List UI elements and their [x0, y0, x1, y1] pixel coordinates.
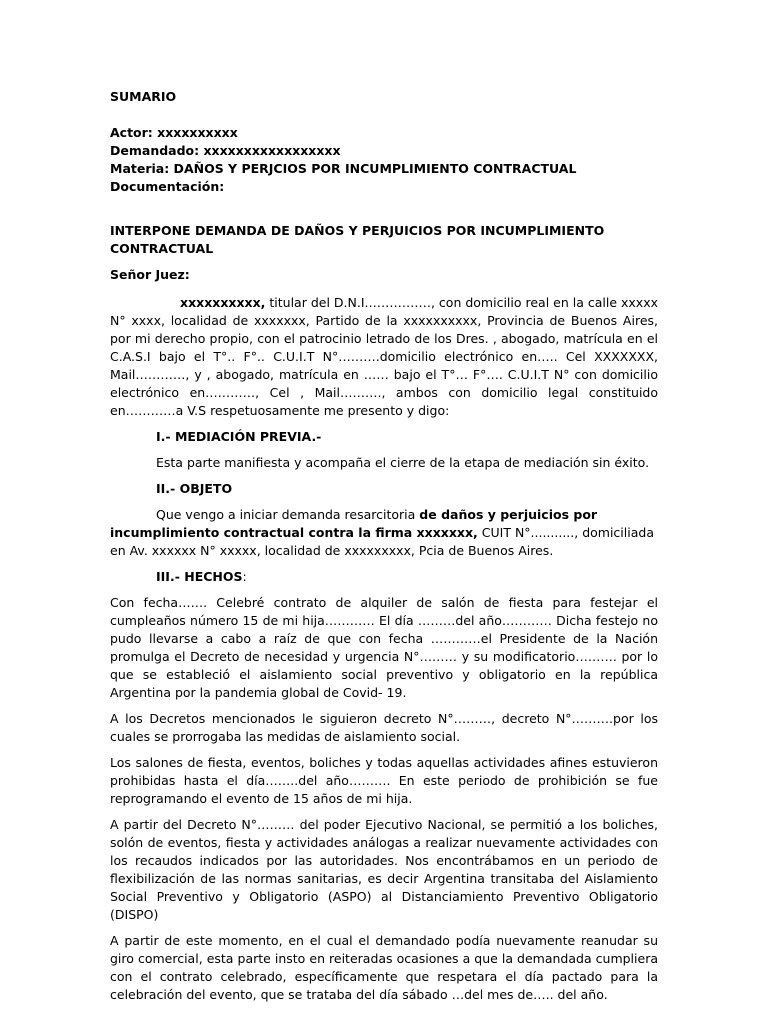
section-facts-title-line — [110, 568, 658, 586]
section-object-title: II.- OBJETO — [156, 481, 233, 496]
intro-text: titular del D.N.I.……………, con domicilio real en la calle xxxxx N° xxxx, localidad de xxxxxxx, Partido de la xxxxxxxxxx, Provincia de Buenos Aires, por mi derecho propio, con el patrocinio letrado de los Dres. , abogado, matrícula en el C.A.S.I bajo el T°.. F°.. C.U.I.T N°……….domicilio electrónico en….. Cel XXXXXXX, Mail…………, y , abogado, matrícula en …… bajo el T°… F°…. C.U.I.T N° con domicilio electrónico en…………, Cel , Mail………., ambos con domicilio legal constituido en…………a V.S respetuosamente me presento y digo: — [110, 295, 658, 418]
documentation-line: Documentación: — [110, 179, 225, 194]
section-facts-title: III.- HECHOS — [156, 569, 243, 584]
plaintiff-name: xxxxxxxxxx, — [180, 295, 266, 310]
section-mediation-text: Esta parte manifiesta y acompaña el cierre de la etapa de mediación sin éxito. — [156, 455, 650, 470]
document-page — [110, 88, 658, 1004]
facts-paragraph-1: Con fecha……. Celebré contrato de alquiler de salón de fiesta para festejar el cumpleaños número 15 de mi hija………… El día ………del año………… Dicha festejo no pudo llevarse a cabo a raíz de que con fecha …………el Presidente de la Nación promulga el Decreto de necesidad y urgencia N°……… y su modificatorio………. por lo que se estableció el aislamiento social preventivo y obligatorio en la república Argentina por la pandemia global de Covid- 19. — [110, 595, 658, 700]
actor-line: Actor: xxxxxxxxxx — [110, 125, 238, 140]
section-mediation-title: I.- MEDIACIÓN PREVIA.- — [156, 429, 322, 444]
salutation: Señor Juez: — [110, 267, 190, 282]
document-title: INTERPONE DEMANDA DE DAÑOS Y PERJUICIOS POR INCUMPLIMIENTO CONTRACTUAL — [110, 223, 605, 256]
section-facts-colon: : — [242, 569, 247, 584]
intro-paragraph — [110, 294, 658, 420]
section-object-paragraph — [110, 506, 658, 560]
object-text-bold: de daños y perjuicios por incumplimiento contractual contra la firma xxxxxxx, — [110, 507, 598, 540]
object-text-post: CUIT N°..........., domiciliada en Av. xxxxxx N° xxxxx, localidad de xxxxxxxxx, Pcia de Buenos Aires. — [110, 525, 654, 558]
facts-paragraph-4: A partir del Decreto N°……… del poder Ejecutivo Nacional, se permitió a los boliches, solón de eventos, fiesta y actividades análogas a realizar nuevamente actividades con los recaudos indicados por las autoridades. Nos encontrábamos en un periodo de flexibilización de las normas sanitarias, es decir Argentina transitaba del Aislamiento Social Preventivo y Obligatorio (ASPO) al Distanciamiento Preventivo Obligatorio (DISPO) — [110, 817, 658, 922]
facts-paragraph-5: A partir de este momento, en el cual el demandado podía nuevamente reanudar su giro comercial, esta parte insto en reiteradas ocasiones a que la demandada cumpliera con el contrato celebrado, específicamente que respetara el día pactado para la celebración del evento, que se trataba del día sábado …del mes de….. del año. — [110, 933, 658, 1002]
object-text-pre: Que vengo a iniciar demanda resarcitoria — [156, 507, 420, 522]
facts-paragraph-2: A los Decretos mencionados le siguieron decreto N°………, decreto N°……….por los cuales se prorrogaba las medidas de aislamiento social. — [110, 711, 658, 744]
defendant-line: Demandado: xxxxxxxxxxxxxxxxx — [110, 143, 341, 158]
summary-heading: SUMARIO — [110, 89, 177, 104]
summary-block — [110, 124, 658, 196]
facts-paragraph-3: Los salones de fiesta, eventos, boliches y todas aquellas actividades afines estuvieron prohibidas hasta el día……..del año………. En este periodo de prohibición se fue reprogramando el evento de 15 años de mi hija. — [110, 755, 658, 806]
matter-line: Materia: DAÑOS Y PERJCIOS POR INCUMPLIMIENTO CONTRACTUAL — [110, 161, 577, 176]
